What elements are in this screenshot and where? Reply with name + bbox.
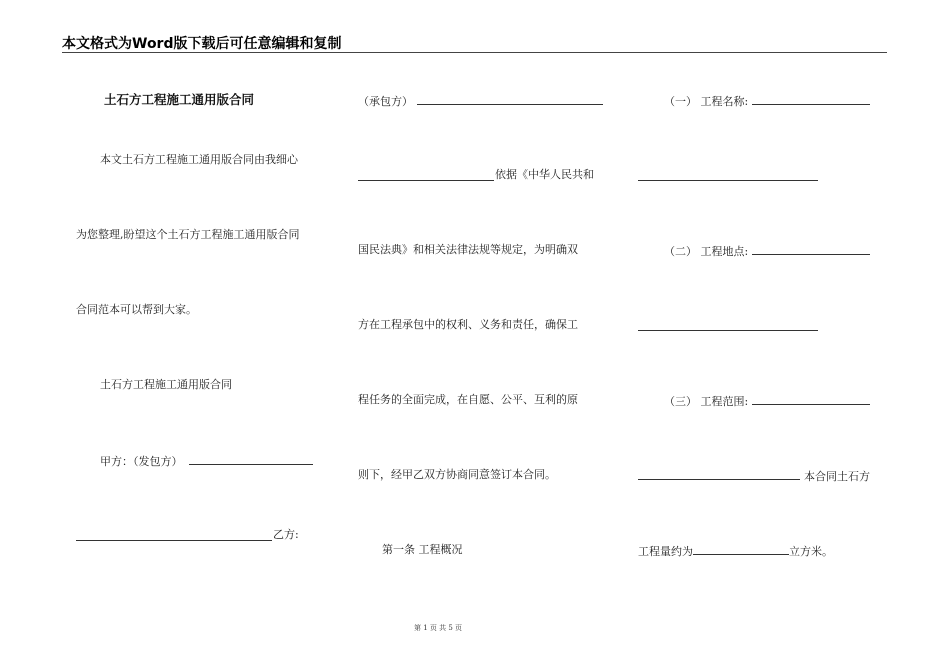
volume-row xyxy=(638,543,833,559)
article-1-heading: 第一条 工程概况 xyxy=(382,543,463,556)
party-b-label: 乙方: xyxy=(273,528,299,541)
party-a-label: 甲方：（发包方） xyxy=(100,455,183,468)
intro-line-1: 本文土石方工程施工通用版合同由我细心 xyxy=(100,153,298,166)
subtitle: 土石方工程施工通用版合同 xyxy=(100,378,232,391)
project-scope-blank-cont xyxy=(638,468,800,480)
page-number: 第 1 页 共 5 页 xyxy=(414,624,463,632)
project-scope-row xyxy=(664,393,870,409)
project-scope-blank xyxy=(752,393,870,405)
project-location-blank xyxy=(752,243,870,255)
volume-unit: 立方米。 xyxy=(789,545,833,558)
body-line-4: 方在工程承包中的权利、义务和责任，确保工 xyxy=(358,318,578,331)
body-line-2: 依据《中华人民共和 xyxy=(495,168,594,181)
project-location-label: （二） 工程地点: xyxy=(664,245,749,258)
project-scope-tail: 本合同土石方 xyxy=(804,470,870,483)
party-a-blank xyxy=(189,453,313,465)
body-line-5: 程任务的全面完成，在自愿、公平、互利的原 xyxy=(358,393,578,406)
intro-line-3: 合同范本可以帮到大家。 xyxy=(76,303,197,316)
contractor-blank xyxy=(417,93,603,105)
project-location-row xyxy=(664,243,870,259)
intro-line-2: 为您整理,盼望这个土石方工程施工通用版合同 xyxy=(76,228,300,241)
project-name-blank xyxy=(752,93,870,105)
contractor-blank-cont xyxy=(358,180,494,181)
project-name-row xyxy=(664,93,870,109)
volume-label: 工程量约为 xyxy=(638,545,693,558)
body-line-6: 则下，经甲乙双方协商同意签订本合同。 xyxy=(358,468,556,481)
project-scope-label: （三） 工程范围: xyxy=(664,395,749,408)
project-name-blank-cont xyxy=(638,180,818,181)
header-rule xyxy=(62,52,887,53)
project-location-blank-cont xyxy=(638,330,818,331)
party-a-blank-cont xyxy=(76,540,272,541)
body-line-3: 国民法典》和相关法律法规等规定，为明确双 xyxy=(358,243,578,256)
volume-blank xyxy=(693,543,789,555)
project-name-label: （一） 工程名称: xyxy=(664,95,749,108)
party-a-row xyxy=(100,453,313,469)
document-header: 本文格式为Word版下载后可任意编辑和复制 xyxy=(62,36,342,52)
contractor-label: （承包方） xyxy=(358,95,413,108)
contract-title: 土石方工程施工通用版合同 xyxy=(104,92,255,107)
project-scope-cont-row xyxy=(638,468,870,484)
contractor-row xyxy=(358,93,603,109)
